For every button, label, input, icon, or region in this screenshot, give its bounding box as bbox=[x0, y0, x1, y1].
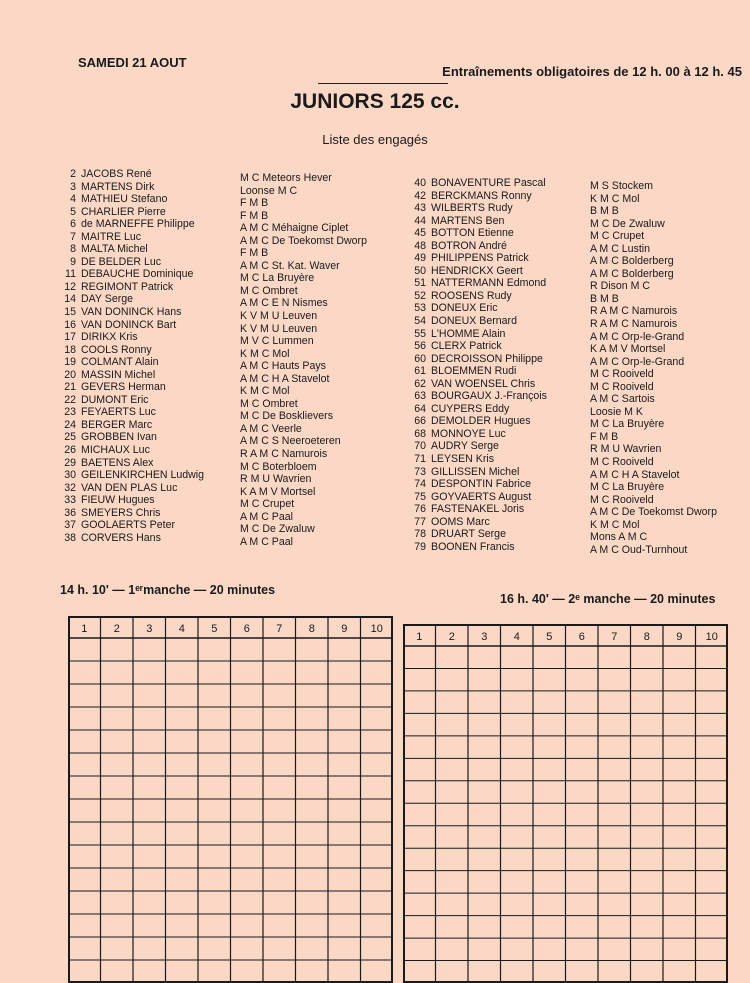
event-date: SAMEDI 21 AOUT bbox=[78, 55, 187, 70]
club-entry: M V C Lummen bbox=[240, 335, 314, 348]
grid-column-header: 1 bbox=[81, 623, 88, 635]
club-entry: A M C De Toekomst Dworp bbox=[240, 234, 367, 247]
rider-row bbox=[56, 218, 204, 231]
title-rule bbox=[318, 83, 448, 84]
grid-column-header: 8 bbox=[308, 623, 315, 635]
rider-name: GEILENKIRCHEN Ludwig bbox=[81, 469, 205, 482]
rider-name: MARTENS Ben bbox=[431, 214, 505, 227]
rider-name: MALTA Michel bbox=[81, 243, 148, 256]
club-entry: M C De Bosklievers bbox=[240, 410, 334, 423]
rider-row bbox=[56, 356, 204, 369]
rider-row bbox=[406, 252, 547, 265]
rider-number: 74 bbox=[414, 478, 426, 491]
grid-column-header: 5 bbox=[546, 631, 553, 643]
rider-row bbox=[406, 428, 547, 441]
rider-row bbox=[406, 202, 547, 215]
club-entry: K A M V Mortsel bbox=[590, 343, 666, 356]
rider-number: 2 bbox=[70, 168, 76, 180]
rider-name: BOTRON André bbox=[431, 239, 507, 252]
club-entry: M C La Bruyère bbox=[590, 481, 665, 494]
rider-name: MATHIEU Stefano bbox=[81, 193, 168, 206]
rider-name: VAN WOENSEL Chris bbox=[431, 377, 536, 390]
rider-name: WILBERTS Rudy bbox=[431, 202, 513, 215]
rider-row bbox=[406, 315, 547, 328]
rider-row bbox=[56, 507, 204, 520]
rider-number: 43 bbox=[414, 202, 426, 215]
club-entry: A M C Orp-le-Grand bbox=[590, 330, 685, 343]
rider-name: COOLS Ronny bbox=[81, 343, 152, 356]
rider-row bbox=[56, 206, 204, 219]
club-entry: A M C Bolderberg bbox=[590, 255, 674, 268]
grid-column-header: 6 bbox=[243, 623, 250, 635]
club-entry: M C Boterbloem bbox=[240, 460, 317, 473]
rider-row bbox=[406, 302, 547, 315]
club-entry: M C Crupet bbox=[590, 230, 645, 243]
rider-name: BONAVENTURE Pascal bbox=[431, 177, 546, 189]
rider-name: VAN DEN PLAS Luc bbox=[81, 481, 178, 494]
club-entry: R A M C Namurois bbox=[590, 305, 678, 318]
rider-row bbox=[56, 243, 204, 256]
rider-name: DRUART Serge bbox=[431, 528, 506, 541]
rider-number: 32 bbox=[64, 481, 76, 494]
club-entry: Loosie M K bbox=[590, 405, 643, 418]
rider-number: 7 bbox=[70, 230, 76, 243]
rider-number: 16 bbox=[64, 318, 76, 331]
rider-row bbox=[56, 319, 204, 332]
rider-number: 12 bbox=[64, 280, 76, 293]
club-entry: M C De Zwaluw bbox=[240, 523, 315, 536]
club-entry: A M C Bolderberg bbox=[590, 267, 674, 280]
rider-number: 76 bbox=[414, 503, 426, 516]
left-club-list bbox=[240, 172, 367, 548]
rider-number: 4 bbox=[70, 193, 76, 206]
rider-number: 55 bbox=[414, 327, 426, 340]
rider-row bbox=[406, 491, 547, 504]
club-entry: K M C Mol bbox=[590, 518, 640, 531]
rider-number: 73 bbox=[414, 465, 426, 478]
rider-name: BERCKMANS Ronny bbox=[431, 189, 532, 202]
rider-row bbox=[406, 328, 547, 341]
club-entry: R A M C Namurois bbox=[240, 448, 328, 461]
grid-column-header: 4 bbox=[513, 631, 520, 643]
rider-number: 44 bbox=[414, 214, 426, 227]
grid-column-header: 5 bbox=[211, 623, 218, 635]
club-entry: A M C Méhaigne Ciplet bbox=[240, 222, 349, 235]
rider-name: GROBBEN Ivan bbox=[81, 431, 157, 444]
club-entry: A M C Sartois bbox=[590, 393, 655, 406]
manche-1-label: 14 h. 10' — 1ᵉʳmanche — 20 minutes bbox=[60, 583, 276, 597]
rider-name: DE BELDER Luc bbox=[81, 255, 162, 268]
rider-name: COLMANT Alain bbox=[81, 356, 159, 369]
rider-number: 63 bbox=[414, 390, 426, 403]
club-entry: B M B bbox=[590, 292, 619, 305]
grid-column-header: 2 bbox=[113, 623, 120, 635]
rider-name: L'HOMME Alain bbox=[431, 327, 506, 340]
rider-number: 36 bbox=[64, 506, 76, 519]
right-club-list bbox=[590, 180, 717, 556]
rider-name: FASTENAKEL Joris bbox=[431, 503, 525, 516]
club-entry: A M C Orp-le-Grand bbox=[590, 355, 685, 368]
rider-number: 56 bbox=[414, 340, 426, 353]
right-rider-list bbox=[406, 177, 547, 553]
club-entry: A M C H A Stavelot bbox=[240, 372, 330, 385]
club-entry: K V M U Leuven bbox=[240, 310, 318, 323]
rider-number: 49 bbox=[414, 252, 426, 265]
rider-name: GEVERS Herman bbox=[81, 381, 166, 394]
rider-number: 78 bbox=[414, 528, 426, 541]
club-entry: M S Stockem bbox=[590, 180, 653, 192]
rider-name: MAITRE Luc bbox=[81, 230, 142, 243]
rider-number: 23 bbox=[64, 406, 76, 419]
rider-name: BLOEMMEN Rudi bbox=[431, 365, 517, 378]
rider-name: DONEUX Bernard bbox=[431, 315, 517, 328]
club-entry: R A M C Namurois bbox=[590, 318, 678, 331]
rider-name: FIEUW Hugues bbox=[81, 494, 155, 507]
rider-row bbox=[56, 293, 204, 306]
rider-row bbox=[406, 290, 547, 303]
rider-number: 6 bbox=[70, 218, 76, 231]
rider-number: 14 bbox=[64, 293, 76, 306]
rider-name: GOOLAERTS Peter bbox=[81, 519, 176, 532]
rider-row bbox=[406, 403, 547, 416]
rider-row bbox=[56, 331, 204, 344]
rider-row bbox=[56, 381, 204, 394]
rider-row bbox=[56, 469, 204, 482]
club-entry: A M C Paal bbox=[240, 535, 293, 548]
rider-name: MASSIN Michel bbox=[81, 368, 156, 381]
rider-number: 37 bbox=[64, 519, 76, 532]
rider-name: DONEUX Eric bbox=[431, 302, 498, 315]
grid-column-header: 4 bbox=[178, 623, 185, 635]
rider-number: 11 bbox=[65, 268, 76, 281]
rider-name: BOTTON Etienne bbox=[431, 227, 514, 240]
club-entry: K V M U Leuven bbox=[240, 322, 318, 335]
rider-name: DESPONTIN Fabrice bbox=[431, 478, 532, 491]
club-entry: K A M V Mortsel bbox=[240, 485, 316, 498]
club-entry: M C Ombret bbox=[240, 397, 298, 410]
lap-grid-manche-2 bbox=[403, 624, 728, 983]
rider-name: HENDRICKX Geert bbox=[431, 264, 523, 277]
rider-number: 66 bbox=[414, 415, 426, 428]
club-entry: K M C Mol bbox=[240, 385, 290, 398]
rider-row bbox=[56, 168, 204, 181]
rider-row bbox=[56, 281, 204, 294]
rider-name: BOONEN Francis bbox=[431, 540, 515, 553]
rider-name: CLERX Patrick bbox=[431, 340, 502, 353]
rider-name: NATTERMANN Edmond bbox=[431, 277, 547, 290]
club-entry: M C Meteors Hever bbox=[240, 172, 332, 184]
rider-number: 77 bbox=[414, 515, 426, 528]
rider-number: 61 bbox=[414, 365, 426, 378]
lap-grid-svg bbox=[403, 624, 728, 983]
rider-number: 52 bbox=[414, 289, 426, 302]
rider-row bbox=[56, 431, 204, 444]
club-entry: F M B bbox=[590, 430, 619, 443]
club-entry: M C Rooiveld bbox=[590, 456, 654, 469]
club-entry: Mons A M C bbox=[590, 531, 648, 544]
rider-row bbox=[406, 466, 547, 479]
rider-number: 54 bbox=[414, 315, 426, 328]
rider-row bbox=[56, 181, 204, 194]
rider-row bbox=[406, 365, 547, 378]
rider-number: 18 bbox=[64, 343, 76, 356]
rider-name: MONNOYE Luc bbox=[431, 427, 506, 440]
rider-name: BOURGAUX J.-François bbox=[431, 390, 547, 403]
rider-row bbox=[56, 457, 204, 470]
rider-number: 29 bbox=[64, 456, 76, 469]
rider-row bbox=[56, 444, 204, 457]
rider-number: 60 bbox=[414, 352, 426, 365]
grid-column-header: 9 bbox=[341, 623, 348, 635]
rider-name: JACOBS René bbox=[81, 168, 152, 180]
grid-column-header: 7 bbox=[611, 631, 618, 643]
rider-row bbox=[406, 440, 547, 453]
rider-name: OOMS Marc bbox=[431, 515, 490, 528]
grid-column-header: 2 bbox=[448, 631, 455, 643]
rider-number: 3 bbox=[70, 180, 76, 193]
club-entry: F M B bbox=[240, 209, 269, 222]
rider-number: 42 bbox=[414, 189, 426, 202]
rider-name: FEYAERTS Luc bbox=[81, 406, 156, 419]
rider-number: 64 bbox=[414, 402, 426, 415]
rider-row bbox=[406, 378, 547, 391]
rider-name: REGIMONT Patrick bbox=[81, 280, 174, 293]
rider-name: AUDRY Serge bbox=[431, 440, 499, 453]
rider-number: 79 bbox=[414, 540, 426, 553]
grid-column-header: 9 bbox=[676, 631, 683, 643]
club-entry: A M C E N Nismes bbox=[240, 297, 328, 310]
rider-name: LEYSEN Kris bbox=[431, 453, 494, 466]
rider-name: CHARLIER Pierre bbox=[81, 205, 166, 218]
club-entry: K M C Mol bbox=[240, 347, 290, 360]
rider-number: 38 bbox=[64, 531, 76, 544]
club-entry: M C Ombret bbox=[240, 284, 298, 297]
rider-number: 9 bbox=[70, 255, 76, 268]
club-entry: M C Rooiveld bbox=[590, 493, 654, 506]
club-entry: R Dison M C bbox=[590, 280, 651, 293]
club-entry: F M B bbox=[240, 247, 269, 260]
rider-name: DEMOLDER Hugues bbox=[431, 415, 531, 428]
rider-number: 53 bbox=[414, 302, 426, 315]
grid-column-header: 8 bbox=[643, 631, 650, 643]
rider-number: 8 bbox=[70, 243, 76, 256]
rider-row bbox=[56, 419, 204, 432]
club-entry: M C Crupet bbox=[240, 498, 295, 511]
rider-name: PHILIPPENS Patrick bbox=[431, 252, 529, 265]
club-entry: M C Rooiveld bbox=[590, 380, 654, 393]
rider-row bbox=[406, 453, 547, 466]
rider-number: 40 bbox=[414, 177, 426, 189]
rider-number: 22 bbox=[64, 393, 76, 406]
rider-number: 17 bbox=[64, 331, 76, 344]
page-subtitle: Liste des engagés bbox=[322, 132, 428, 147]
rider-number: 71 bbox=[414, 453, 426, 466]
rider-name: DECROISSON Philippe bbox=[431, 352, 543, 365]
rider-number: 75 bbox=[414, 490, 426, 503]
grid-column-header: 3 bbox=[146, 623, 153, 635]
rider-row bbox=[56, 369, 204, 382]
rider-row bbox=[406, 528, 547, 541]
club-entry: B M B bbox=[590, 205, 619, 218]
rider-row bbox=[56, 256, 204, 269]
rider-name: GOYVAERTS August bbox=[431, 490, 532, 503]
club-entry: A M C St. Kat. Waver bbox=[240, 259, 340, 272]
club-entry: A M C Lustin bbox=[590, 242, 651, 255]
rider-name: CUYPERS Eddy bbox=[431, 402, 510, 415]
rider-row bbox=[56, 231, 204, 244]
rider-row bbox=[406, 478, 547, 491]
rider-name: VAN DONINCK Bart bbox=[81, 318, 177, 331]
rider-name: CORVERS Hans bbox=[81, 531, 161, 544]
rider-number: 21 bbox=[64, 381, 76, 394]
rider-row bbox=[56, 482, 204, 495]
rider-row bbox=[406, 390, 547, 403]
rider-number: 45 bbox=[414, 227, 426, 240]
rider-name: VAN DONINCK Hans bbox=[81, 306, 182, 319]
club-entry: K M C Mol bbox=[590, 192, 640, 205]
rider-row bbox=[56, 394, 204, 407]
rider-name: DIRIKX Kris bbox=[81, 331, 138, 344]
club-entry: R M U Wavrien bbox=[590, 443, 662, 456]
rider-name: MICHAUX Luc bbox=[81, 444, 150, 457]
grid-column-header: 1 bbox=[416, 631, 423, 643]
rider-row bbox=[406, 340, 547, 353]
club-entry: A M C Paal bbox=[240, 510, 293, 523]
rider-name: BERGER Marc bbox=[81, 418, 153, 431]
rider-name: DAY Serge bbox=[81, 293, 134, 306]
rider-number: 5 bbox=[70, 205, 76, 218]
grid-column-header: 3 bbox=[481, 631, 488, 643]
rider-row bbox=[406, 240, 547, 253]
club-entry: A M C H A Stavelot bbox=[590, 468, 680, 481]
rider-name: MARTENS Dirk bbox=[81, 180, 155, 193]
club-entry: M C La Bruyère bbox=[590, 418, 665, 431]
rider-row bbox=[406, 190, 547, 203]
rider-name: GILLISSEN Michel bbox=[431, 465, 520, 478]
rider-row bbox=[406, 227, 547, 240]
rider-number: 19 bbox=[64, 356, 76, 369]
rider-number: 68 bbox=[414, 427, 426, 440]
rider-row bbox=[406, 415, 547, 428]
rider-name: DUMONT Eric bbox=[81, 393, 149, 406]
rider-name: ROOSENS Rudy bbox=[431, 289, 512, 302]
club-entry: M C De Zwaluw bbox=[590, 217, 665, 230]
lap-grid-svg bbox=[68, 616, 393, 983]
rider-row bbox=[406, 265, 547, 278]
rider-number: 26 bbox=[64, 444, 76, 457]
rider-number: 50 bbox=[414, 264, 426, 277]
rider-number: 24 bbox=[64, 418, 76, 431]
club-entry: M C La Bruyère bbox=[240, 272, 315, 285]
rider-row bbox=[406, 177, 547, 190]
grid-column-header: 10 bbox=[705, 631, 718, 643]
grid-column-header: 7 bbox=[276, 623, 283, 635]
rider-number: 51 bbox=[414, 277, 426, 290]
rider-row bbox=[56, 306, 204, 319]
rider-number: 33 bbox=[64, 494, 76, 507]
club-entry: F M B bbox=[240, 197, 269, 210]
rider-row bbox=[56, 344, 204, 357]
rider-row bbox=[56, 532, 204, 545]
rider-number: 20 bbox=[64, 368, 76, 381]
training-schedule: Entraînements obligatoires de 12 h. 00 à 12 h. 45 bbox=[442, 64, 742, 79]
rider-row bbox=[56, 193, 204, 206]
rider-name: DEBAUCHE Dominique bbox=[81, 268, 194, 281]
rider-row bbox=[406, 503, 547, 516]
rider-number: 30 bbox=[64, 469, 76, 482]
club-entry: A M C Oud-Turnhout bbox=[590, 543, 688, 556]
rider-row bbox=[406, 541, 547, 554]
manche-2-label: 16 h. 40' — 2ᵉ manche — 20 minutes bbox=[500, 592, 716, 606]
rider-name: de MARNEFFE Philippe bbox=[81, 218, 195, 231]
rider-name: SMEYERS Chris bbox=[81, 506, 161, 519]
rider-row bbox=[56, 406, 204, 419]
rider-row bbox=[406, 353, 547, 366]
rider-row bbox=[56, 519, 204, 532]
club-entry: A M C S Neeroeteren bbox=[240, 435, 341, 448]
club-entry: M C Rooiveld bbox=[590, 368, 654, 381]
grid-column-header: 10 bbox=[370, 623, 383, 635]
lap-grid-manche-1 bbox=[68, 616, 393, 983]
rider-row bbox=[406, 277, 547, 290]
club-entry: A M C Hauts Pays bbox=[240, 360, 326, 373]
rider-number: 48 bbox=[414, 239, 426, 252]
rider-number: 15 bbox=[64, 306, 76, 319]
club-entry: Loonse M C bbox=[240, 184, 298, 197]
rider-name: BAETENS Alex bbox=[81, 456, 154, 469]
club-entry: A M C De Toekomst Dworp bbox=[590, 506, 717, 519]
left-rider-list bbox=[56, 168, 204, 544]
rider-number: 25 bbox=[64, 431, 76, 444]
club-entry: A M C Veerle bbox=[240, 422, 302, 435]
rider-number: 62 bbox=[414, 377, 426, 390]
page-title: JUNIORS 125 cc. bbox=[290, 90, 460, 113]
rider-row bbox=[56, 494, 204, 507]
rider-row bbox=[406, 215, 547, 228]
rider-row bbox=[406, 516, 547, 529]
club-entry: R M U Wavrien bbox=[240, 473, 312, 486]
rider-row bbox=[56, 268, 204, 281]
rider-number: 70 bbox=[414, 440, 426, 453]
grid-column-header: 6 bbox=[578, 631, 585, 643]
